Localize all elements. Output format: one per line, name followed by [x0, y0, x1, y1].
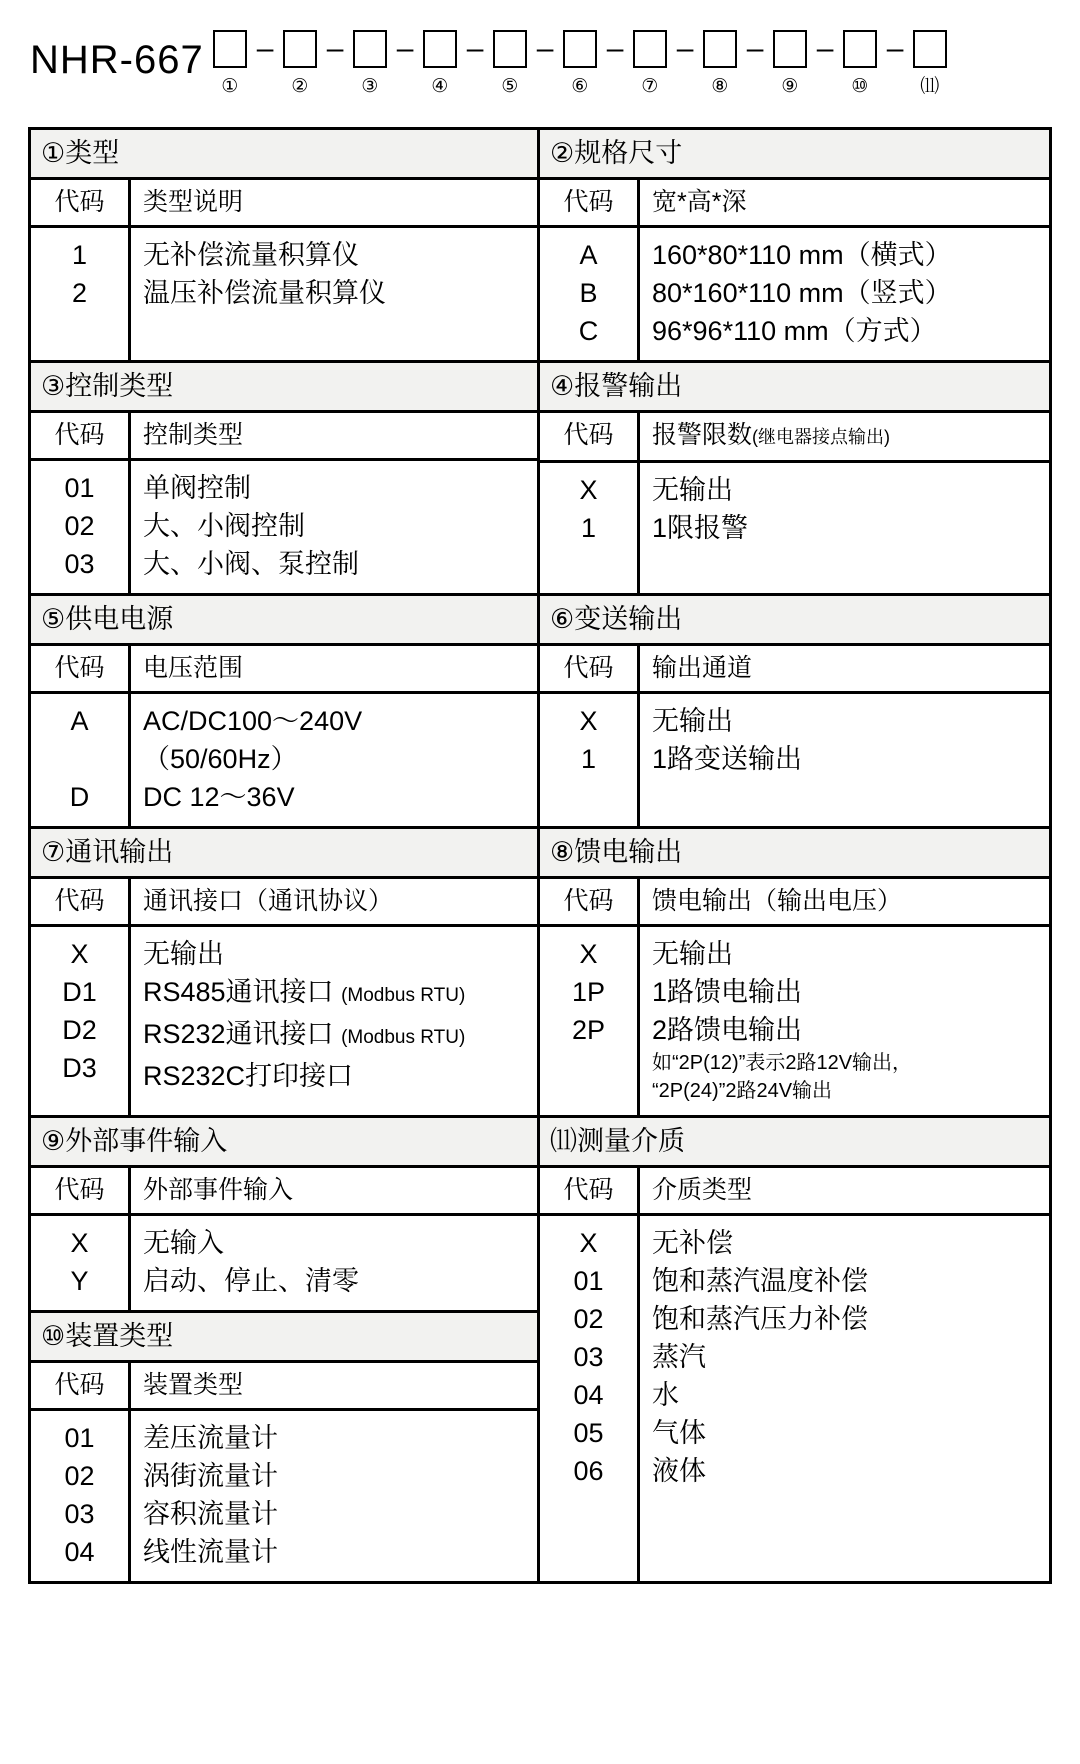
header-code: 代码	[31, 646, 131, 691]
desc-main: RS485通讯接口	[143, 977, 334, 1007]
section-rows	[31, 927, 537, 1115]
spec-section-1	[31, 130, 540, 360]
desc-cell	[143, 1015, 537, 1057]
header-desc-note: (继电器接点输出)	[752, 427, 891, 447]
desc-main: RS232通讯接口	[143, 1019, 334, 1049]
section-rows	[540, 228, 1049, 360]
section-rows	[31, 1216, 537, 1313]
desc-cell: 启动、停止、清零	[143, 1266, 359, 1296]
code-cell: X	[579, 939, 598, 969]
code-cell: 01	[64, 473, 95, 503]
section-header-row	[540, 180, 1049, 228]
desc-cell: 无输入	[143, 1228, 224, 1258]
desc-cell: 差压流量计	[143, 1423, 278, 1453]
model-dash: –	[536, 32, 554, 65]
desc-cell: 液体	[652, 1456, 706, 1486]
section-rows	[540, 694, 1049, 826]
model-prefix: NHR-667	[30, 38, 204, 82]
desc-cell: 蒸汽	[652, 1342, 706, 1372]
desc-cell: 容积流量计	[143, 1499, 278, 1529]
desc-cell	[143, 973, 537, 1015]
desc-cell: 80*160*110 mm（竖式）	[652, 278, 952, 308]
desc-cell: 无输出	[652, 475, 733, 505]
model-slot-5	[484, 30, 536, 98]
code-cell: D	[69, 782, 90, 812]
spec-section-9-10	[31, 1118, 540, 1581]
model-slot-number: ⑤	[501, 76, 519, 97]
model-dash: –	[466, 32, 484, 65]
code-cell: 02	[64, 511, 95, 541]
desc-column	[640, 463, 1049, 593]
desc-cell: （50/60Hz）	[143, 744, 298, 774]
desc-column	[640, 694, 1049, 826]
code-cell: 1	[580, 513, 597, 543]
header-desc: 输出通道	[652, 654, 753, 682]
code-cell: Y	[70, 1266, 89, 1296]
header-code: 代码	[31, 1363, 131, 1408]
spec-section-11	[540, 1118, 1049, 1581]
spec-section-5	[31, 596, 540, 826]
model-code-row	[30, 30, 1050, 122]
header-code: 代码	[31, 1168, 131, 1213]
spec-band-5	[31, 1118, 1049, 1581]
code-cell: 06	[573, 1456, 604, 1486]
spec-section-7	[31, 829, 540, 1115]
header-code: 代码	[540, 413, 640, 460]
code-column	[31, 228, 131, 360]
model-slot-box[interactable]	[843, 30, 877, 68]
desc-cell: 1路变送输出	[652, 744, 803, 774]
model-slot-box[interactable]	[423, 30, 457, 68]
model-dash: –	[256, 32, 274, 65]
spec-section-8	[540, 829, 1049, 1115]
model-dash: –	[606, 32, 624, 65]
model-dash: –	[396, 32, 414, 65]
header-code: 代码	[540, 180, 640, 225]
desc-cell: 无补偿	[652, 1228, 733, 1258]
section-title: ⑨外部事件输入	[31, 1118, 537, 1168]
header-code: 代码	[540, 646, 640, 691]
desc-cell: 涡街流量计	[143, 1461, 278, 1491]
header-desc: 控制类型	[143, 421, 244, 449]
code-cell: A	[579, 240, 598, 270]
model-slot-1	[204, 30, 256, 98]
code-cell: C	[578, 316, 599, 346]
section-header-row	[540, 879, 1049, 927]
section-title: ②规格尺寸	[540, 130, 1049, 180]
code-cell: X	[70, 1228, 89, 1258]
model-dash: –	[326, 32, 344, 65]
header-code: 代码	[31, 413, 131, 458]
model-slot-box[interactable]	[493, 30, 527, 68]
desc-protocol: (Modbus RTU)	[341, 1027, 466, 1048]
model-slot-2	[274, 30, 326, 98]
code-cell: D2	[62, 1015, 97, 1045]
header-desc: 外部事件输入	[143, 1176, 294, 1204]
desc-cell: 饱和蒸汽压力补偿	[652, 1304, 868, 1334]
model-dash: –	[676, 32, 694, 65]
desc-note: “2P(24)”2路24V输出	[652, 1080, 833, 1102]
section-title: ⑧馈电输出	[540, 829, 1049, 879]
code-column	[540, 927, 640, 1115]
model-slot-box[interactable]	[703, 30, 737, 68]
model-slot-number: ①	[221, 76, 239, 97]
desc-column	[640, 1216, 1049, 1581]
model-slot-10	[834, 30, 886, 98]
code-cell: B	[579, 278, 598, 308]
spec-table-grid	[28, 127, 1052, 1584]
code-cell: 1P	[571, 977, 606, 1007]
desc-cell	[143, 935, 537, 973]
code-cell: 03	[64, 549, 95, 579]
desc-column	[131, 228, 537, 360]
header-desc	[640, 413, 1049, 460]
section-rows	[540, 1216, 1049, 1581]
model-slot-3	[344, 30, 396, 98]
section-title: ⑦通讯输出	[31, 829, 537, 879]
code-column	[540, 694, 640, 826]
model-slot-box[interactable]	[213, 30, 247, 68]
desc-cell: 无输出	[652, 706, 733, 736]
section-title: ⑾测量介质	[540, 1118, 1049, 1168]
model-slot-box[interactable]	[563, 30, 597, 68]
model-slot-9	[764, 30, 816, 98]
desc-cell: 96*96*110 mm（方式）	[652, 316, 937, 346]
model-slot-box[interactable]	[283, 30, 317, 68]
header-desc: 装置类型	[143, 1371, 244, 1399]
section-header-row	[540, 1168, 1049, 1216]
code-cell: 1	[580, 744, 597, 774]
header-desc: 通讯接口（通讯协议）	[143, 887, 394, 915]
model-slot-number: ④	[431, 76, 449, 97]
desc-column	[640, 927, 1049, 1115]
desc-column	[131, 927, 537, 1115]
code-cell: 01	[64, 1423, 95, 1453]
section-title: ⑩装置类型	[31, 1313, 537, 1363]
section-header-row	[31, 879, 537, 927]
model-slot-number: ③	[361, 76, 379, 97]
desc-cell: 线性流量计	[143, 1537, 278, 1567]
spec-band-3	[31, 596, 1049, 829]
desc-cell: 大、小阀控制	[143, 511, 305, 541]
desc-cell: DC 12～36V	[143, 782, 295, 812]
desc-cell: 大、小阀、泵控制	[143, 549, 359, 579]
model-slot-4	[414, 30, 466, 98]
code-column	[31, 1216, 131, 1310]
section-title: ④报警输出	[540, 363, 1049, 413]
header-desc-main: 报警限数	[652, 421, 753, 449]
header-code: 代码	[31, 180, 131, 225]
desc-cell: 160*80*110 mm（横式）	[652, 240, 952, 270]
model-dash: –	[886, 32, 904, 65]
desc-cell: 1限报警	[652, 513, 749, 543]
section-rows	[31, 228, 537, 360]
header-desc: 电压范围	[143, 654, 244, 682]
desc-cell: 无输出	[652, 939, 733, 969]
desc-column	[640, 228, 1049, 360]
code-cell: X	[579, 1228, 598, 1258]
model-slot-number: ②	[291, 76, 309, 97]
code-cell: 04	[573, 1380, 604, 1410]
section-rows	[540, 927, 1049, 1115]
section-header-row	[31, 180, 537, 228]
code-column	[31, 694, 131, 826]
model-slot-11	[904, 30, 956, 98]
model-slot-box[interactable]	[913, 30, 947, 68]
desc-cell	[143, 1057, 537, 1095]
code-column	[540, 1216, 640, 1581]
desc-column	[131, 1411, 537, 1581]
desc-cell: 1路馈电输出	[652, 977, 803, 1007]
header-desc: 馈电输出（输出电压）	[652, 887, 903, 915]
code-cell: 04	[64, 1537, 95, 1567]
spec-band-2	[31, 363, 1049, 596]
model-slot-box[interactable]	[633, 30, 667, 68]
model-slot-6	[554, 30, 606, 98]
section-header-row	[540, 646, 1049, 694]
code-cell: 1	[71, 240, 88, 270]
code-cell: 01	[573, 1266, 604, 1296]
desc-cell: 温压补偿流量积算仪	[143, 278, 386, 308]
desc-cell: AC/DC100～240V	[143, 706, 363, 736]
model-dash: –	[816, 32, 834, 65]
section-header-row	[31, 646, 537, 694]
section-rows	[31, 694, 537, 826]
desc-protocol: (Modbus RTU)	[341, 985, 466, 1006]
model-slot-number: ⑥	[571, 76, 589, 97]
section-title: ③控制类型	[31, 363, 537, 413]
model-slot-number: ⑩	[851, 76, 869, 97]
code-cell: D1	[62, 977, 97, 1007]
code-cell: 2	[71, 278, 88, 308]
desc-cell: 饱和蒸汽温度补偿	[652, 1266, 868, 1296]
code-column	[31, 927, 131, 1115]
section-header-row	[31, 1363, 537, 1411]
desc-note: 如“2P(12)”表示2路12V输出，	[652, 1052, 913, 1074]
model-slot-number: ⑨	[781, 76, 799, 97]
desc-cell: 气体	[652, 1418, 706, 1448]
model-slots	[204, 30, 956, 98]
header-desc: 类型说明	[143, 188, 244, 216]
code-cell: 02	[64, 1461, 95, 1491]
section-rows	[31, 461, 537, 593]
desc-column	[131, 461, 537, 593]
header-desc: 宽*高*深	[652, 188, 747, 216]
code-cell: X	[579, 706, 598, 736]
section-rows	[31, 1411, 537, 1581]
code-cell: X	[70, 939, 89, 969]
header-code: 代码	[31, 879, 131, 924]
desc-column	[131, 1216, 537, 1310]
code-column	[540, 228, 640, 360]
spec-section-6	[540, 596, 1049, 826]
code-cell: 03	[573, 1342, 604, 1372]
section-header-row	[31, 413, 537, 461]
code-cell: 03	[64, 1499, 95, 1529]
spec-section-4	[540, 363, 1049, 593]
header-desc: 介质类型	[652, 1176, 753, 1204]
model-slot-number: ⑧	[711, 76, 729, 97]
section-title: ⑥变送输出	[540, 596, 1049, 646]
model-slot-7	[624, 30, 676, 98]
model-slot-number: ⑾	[920, 76, 940, 97]
header-code: 代码	[540, 1168, 640, 1213]
desc-cell: 水	[652, 1380, 679, 1410]
section-header-row	[31, 1168, 537, 1216]
desc-cell: 单阀控制	[143, 473, 251, 503]
desc-cell: 无补偿流量积算仪	[143, 240, 359, 270]
section-header-row	[540, 413, 1049, 463]
spec-band-4	[31, 829, 1049, 1118]
section-title: ①类型	[31, 130, 537, 180]
code-cell: D3	[62, 1053, 97, 1083]
code-cell: X	[579, 475, 598, 505]
model-dash: –	[746, 32, 764, 65]
model-slot-8	[694, 30, 746, 98]
code-cell: 2P	[571, 1015, 606, 1045]
code-cell: A	[70, 706, 89, 736]
desc-cell: 2路馈电输出	[652, 1015, 803, 1045]
code-column	[31, 1411, 131, 1581]
spec-section-3	[31, 363, 540, 593]
desc-column	[131, 694, 537, 826]
model-slot-box[interactable]	[353, 30, 387, 68]
spec-band-1	[31, 130, 1049, 363]
code-column	[540, 463, 640, 593]
section-title: ⑤供电电源	[31, 596, 537, 646]
spec-section-2	[540, 130, 1049, 360]
desc-main: RS232C打印接口	[143, 1061, 354, 1091]
section-rows	[540, 463, 1049, 593]
model-slot-box[interactable]	[773, 30, 807, 68]
model-slot-number: ⑦	[641, 76, 659, 97]
code-column	[31, 461, 131, 593]
desc-main: 无输出	[143, 939, 224, 969]
code-cell: 02	[573, 1304, 604, 1334]
code-cell: 05	[573, 1418, 604, 1448]
header-code: 代码	[540, 879, 640, 924]
